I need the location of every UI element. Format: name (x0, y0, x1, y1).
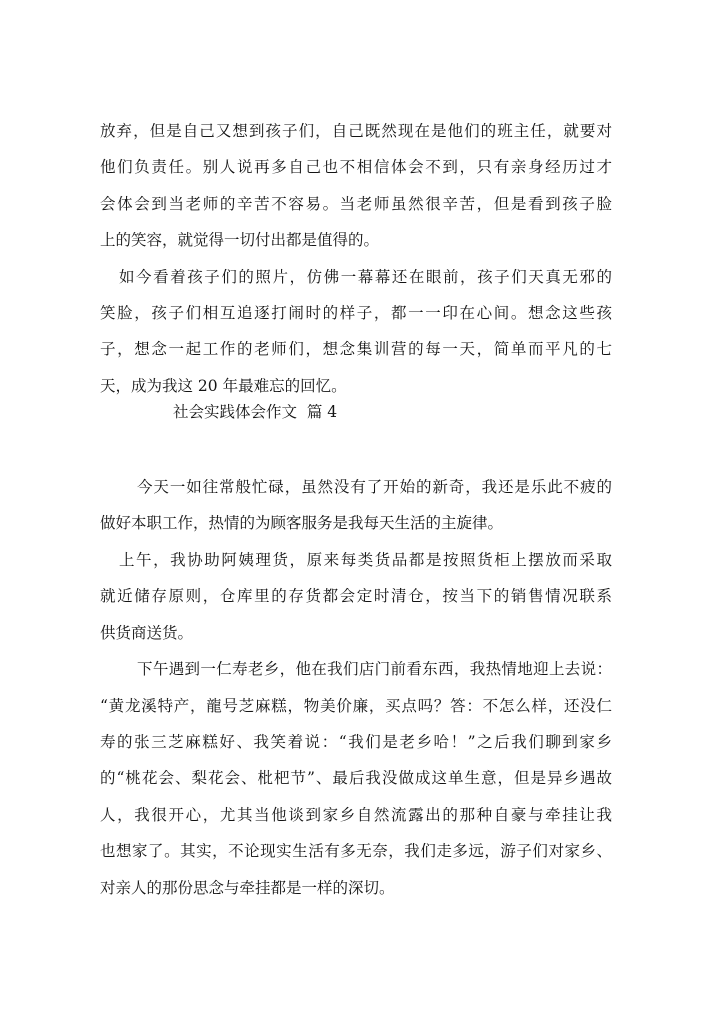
text-line: 也想家了。其实，不论现实生活有多无奈，我们走多远，游子们对家乡、 (100, 842, 612, 860)
text-line: 寿的张三芝麻糕好、我笑着说：“我们是老乡哈！”之后我们聊到家乡 (100, 733, 612, 751)
text-line: 下午遇到一仁寿老乡，他在我们店门前看东西，我热情地迎上去说： (137, 660, 612, 678)
text-line: 子，想念一起工作的老师们，想念集训营的每一天，简单而平凡的七 (100, 340, 612, 358)
text-line: 放弃，但是自己又想到孩子们，自己既然现在是他们的班主任，就要对 (100, 122, 612, 140)
text-line: 的“桃花会、梨花会、枇杷节”、最后我没做成这单生意，但是异乡遇故 (100, 769, 612, 787)
text-line: “黄龙溪特产，龍号芝麻糕，物美价廉，买点吗？答：不怎么样，还没仁 (100, 697, 612, 715)
text-line: 上午，我协助阿姨理货，原来每类货品都是按照货柜上摆放而采取 (119, 551, 612, 569)
text-line: 就近储存原则，仓库里的存货都会定时清仓，按当下的销售情况联系 (100, 587, 612, 605)
text-line: 笑脸，孩子们相互追逐打闹时的样子，都一一印在心间。想念这些孩 (100, 304, 612, 322)
text-line: 做好本职工作，热情的为顾客服务是我每天生活的主旋律。 (100, 514, 504, 532)
text-line: 供货商送货。 (100, 624, 194, 642)
text-line: 会体会到当老师的辛苦不容易。当老师虽然很辛苦，但是看到孩子脸 (100, 195, 612, 213)
text-line: 今天一如往常般忙碌，虽然没有了开始的新奇，我还是乐此不疲的 (137, 478, 612, 496)
text-line: 他们负责任。别人说再多自己也不相信体会不到，只有亲身经历过才 (100, 158, 612, 176)
section-heading: 社会实践体会作文 篇 4 (173, 403, 338, 421)
text-line: 如今看着孩子们的照片，仿佛一幕幕还在眼前，孩子们天真无邪的 (119, 268, 612, 286)
text-line: 对亲人的那份思念与牵挂都是一样的深切。 (100, 879, 395, 897)
text-line: 上的笑容，就觉得一切付出都是值得的。 (100, 231, 380, 249)
text-line: 人，我很开心，尤其当他谈到家乡自然流露出的那种自豪与牵挂让我 (100, 806, 612, 824)
text-line: 天，成为我这 20 年最难忘的回忆。 (100, 377, 347, 395)
